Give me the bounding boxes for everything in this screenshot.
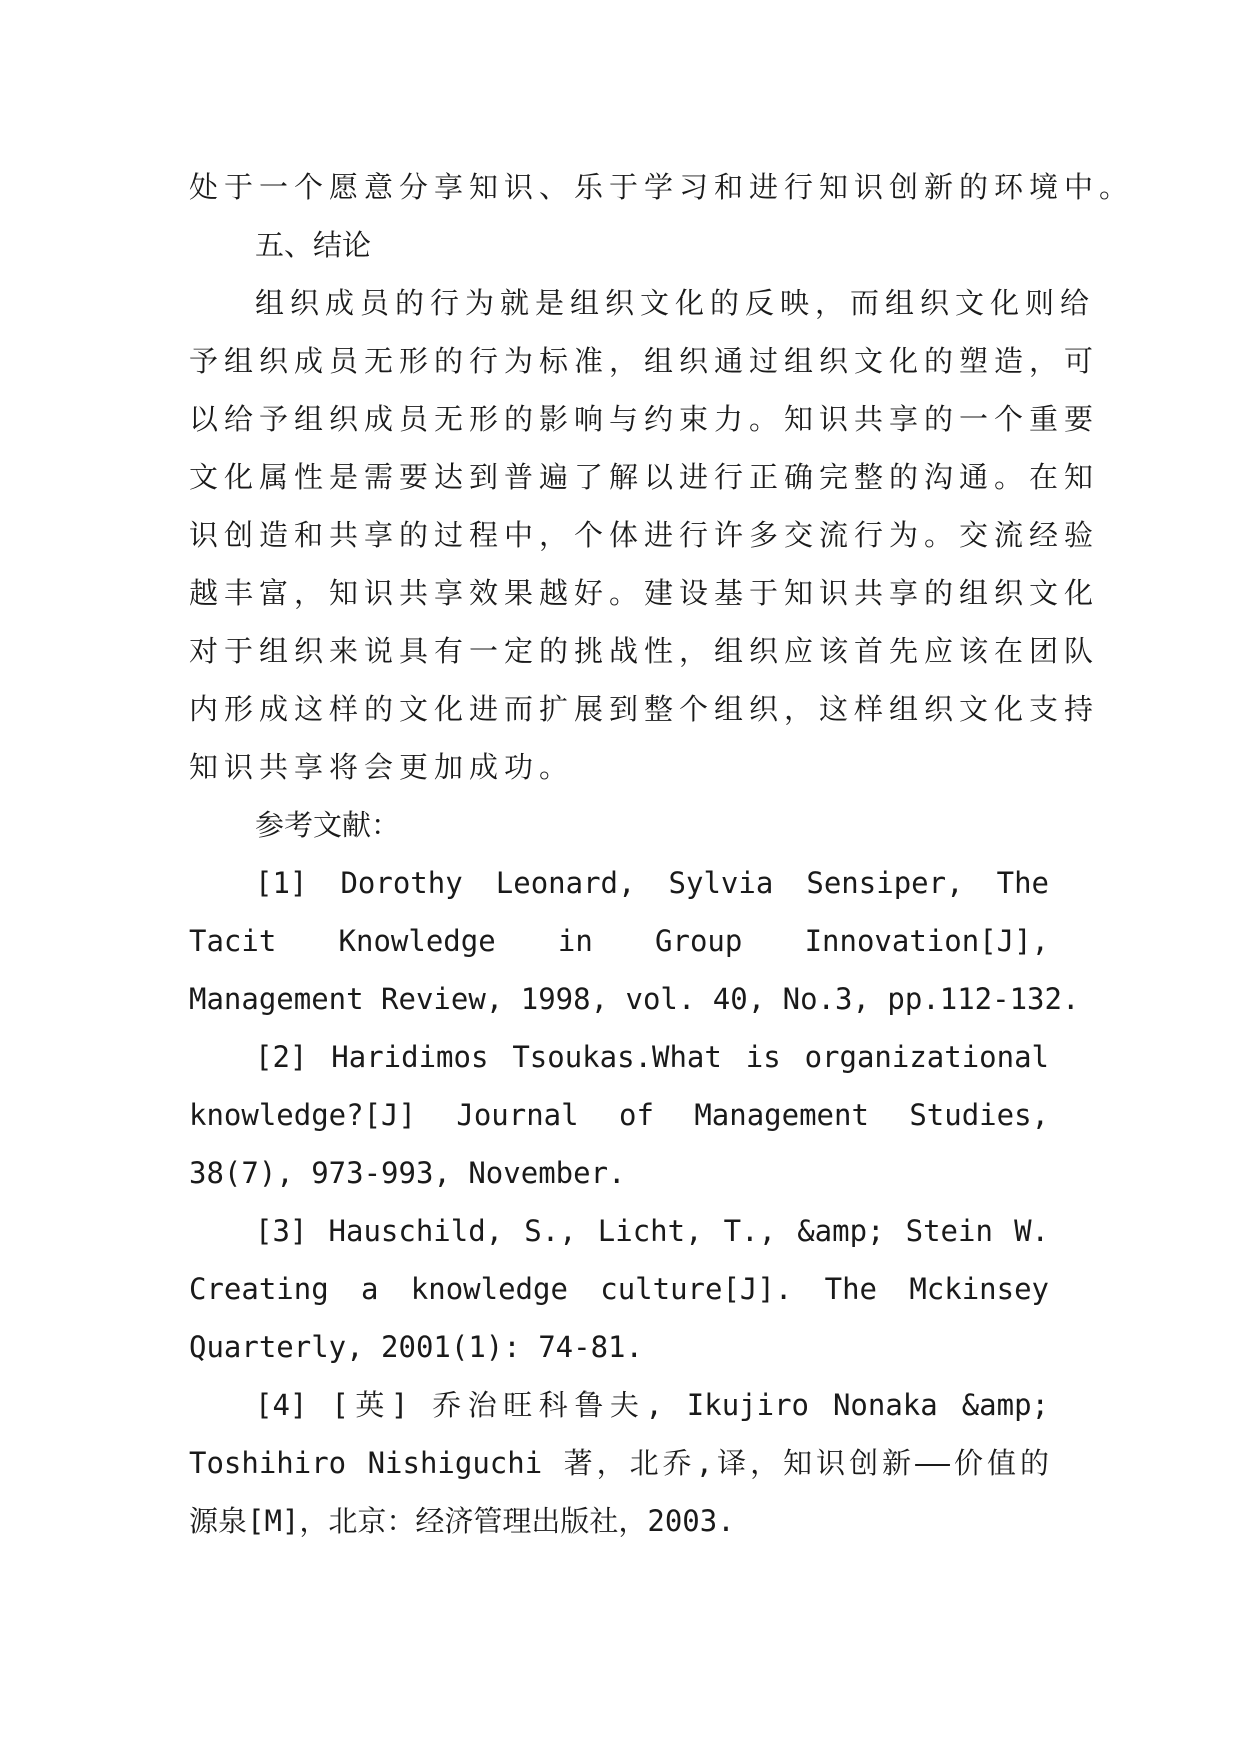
document-page bbox=[189, 158, 1135, 1550]
reference-item bbox=[189, 1028, 1049, 1202]
paragraph-line: 组织成员的行为就是组织文化的反映，而组织文化则给 bbox=[255, 286, 1096, 320]
reference-line: [3] Hauschild, S., Licht, T., &amp; Stein W. bbox=[255, 1214, 1049, 1248]
reference-line: Tacit Knowledge in Group Innovation[J], bbox=[189, 924, 1049, 958]
paragraph-line: 越丰富，知识共享效果越好。建设基于知识共享的组织文化 bbox=[189, 576, 1100, 610]
paragraph-line: 内形成这样的文化进而扩展到整个组织，这样组织文化支持 bbox=[189, 692, 1100, 726]
reference-item bbox=[189, 1376, 1049, 1550]
reference-line: [1] Dorothy Leonard, Sylvia Sensiper, The bbox=[255, 866, 1049, 900]
reference-item bbox=[189, 1202, 1049, 1376]
conclusion-heading: 五、结论 bbox=[255, 228, 372, 262]
reference-line: Creating a knowledge culture[J]. The Mckinsey bbox=[189, 1272, 1049, 1306]
paragraph-line: 识创造和共享的过程中，个体进行许多交流行为。交流经验 bbox=[189, 518, 1100, 552]
references-heading: 参考文献： bbox=[255, 808, 401, 842]
paragraph-line: 以给予组织成员无形的影响与约束力。知识共享的一个重要 bbox=[189, 402, 1100, 436]
reference-line: [4] [英] 乔治旺科鲁夫, Ikujiro Nonaka &amp; bbox=[255, 1388, 1049, 1422]
paragraph-line: 知识共享将会更加成功。 bbox=[189, 750, 575, 784]
reference-line: 源泉[M]，北京：经济管理出版社，2003. bbox=[189, 1504, 735, 1538]
conclusion-paragraph bbox=[189, 274, 1100, 796]
reference-line: knowledge?[J] Journal of Management Studies, bbox=[189, 1098, 1049, 1132]
reference-item bbox=[189, 854, 1080, 1028]
reference-line: 38(7), 973-993, November. bbox=[189, 1156, 626, 1190]
paragraph-line: 予组织成员无形的行为标准，组织通过组织文化的塑造，可 bbox=[189, 344, 1100, 378]
reference-line: Management Review, 1998, vol. 40, No.3, pp.112-132. bbox=[189, 982, 1080, 1016]
paragraph-line: 对于组织来说具有一定的挑战性，组织应该首先应该在团队 bbox=[189, 634, 1100, 668]
reference-list bbox=[189, 854, 1080, 1550]
reference-line: Quarterly, 2001(1): 74-81. bbox=[189, 1330, 643, 1364]
paragraph-line: 文化属性是需要达到普遍了解以进行正确完整的沟通。在知 bbox=[189, 460, 1100, 494]
continuation-line: 处于一个愿意分享知识、乐于学习和进行知识创新的环境中。 bbox=[189, 170, 1135, 204]
reference-line: [2] Haridimos Tsoukas.What is organizational bbox=[255, 1040, 1049, 1074]
reference-line: Toshihiro Nishiguchi 著，北乔,译，知识创新——价值的 bbox=[189, 1446, 1049, 1480]
